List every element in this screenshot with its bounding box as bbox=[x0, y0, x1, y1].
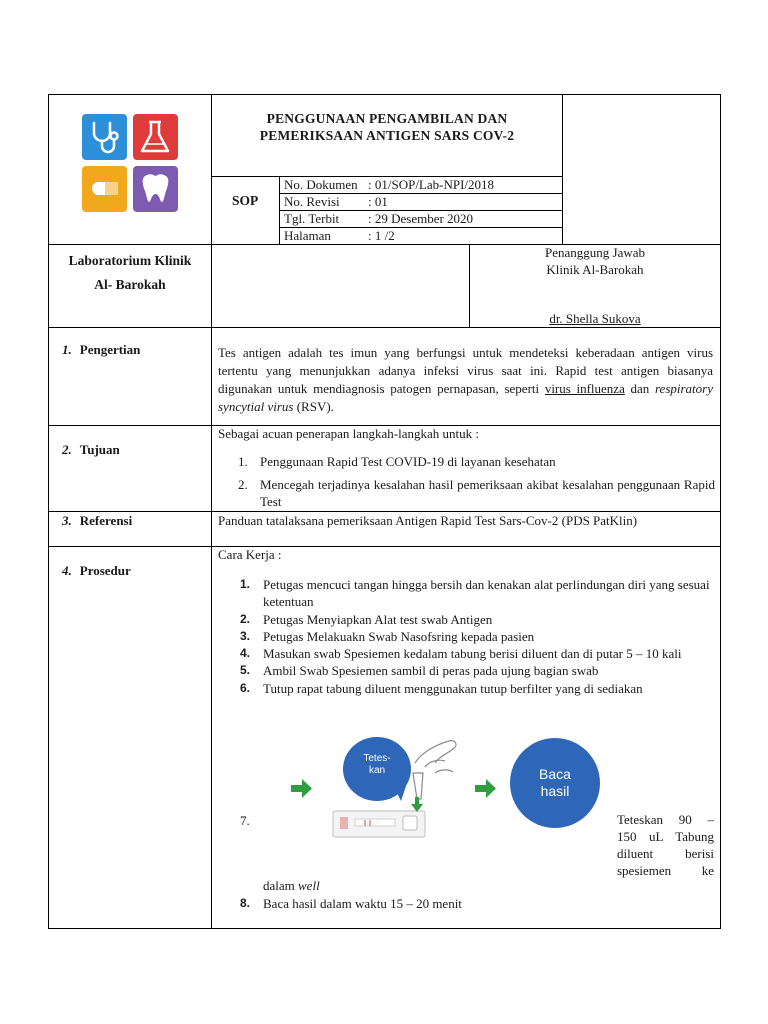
test-cassette-icon bbox=[333, 811, 425, 837]
section-label-prosedur: 4. Prosedur bbox=[62, 563, 131, 578]
dropper-hand-icon bbox=[413, 741, 456, 799]
drop-bubble bbox=[343, 737, 411, 801]
prosedur-intro: Cara Kerja : bbox=[218, 547, 282, 562]
referensi-text: Panduan tatalaksana pemeriksaan Antigen Rapid Test Sars-Cov-2 (PDS PatKlin) bbox=[218, 513, 638, 528]
arrow-right-icon bbox=[475, 779, 496, 798]
clinic-logo bbox=[82, 114, 178, 212]
sop-label: SOP bbox=[232, 193, 259, 208]
lab-name: Laboratorium Klinik Al- Barokah bbox=[68, 253, 192, 292]
section-label-referensi: 3. Referensi bbox=[62, 513, 133, 528]
responsible-signatory: dr. Shella Sukova bbox=[549, 311, 641, 326]
title-line-2: PEMERIKSAAN ANTIGEN SARS COV-2 bbox=[259, 128, 515, 143]
document-title bbox=[212, 110, 562, 144]
title-line-1: PENGGUNAAN PENGAMBILAN DAN bbox=[266, 111, 508, 126]
arrow-right-icon bbox=[291, 779, 312, 798]
step-7-note-line: 150 uL Tabung bbox=[617, 829, 714, 844]
step-7-note-line: diluent berisi bbox=[617, 846, 714, 861]
pill-icon bbox=[92, 182, 118, 195]
step-7-number: 7. bbox=[240, 813, 250, 828]
read-result-bubble bbox=[510, 738, 600, 828]
pengertian-text: Tes antigen adalah tes imun yang berfungsi untuk mendeteksi keberadaan antigen virus tertentu yang menunjukkan adanya infeksi virus saat ini. Rapid test antigen biasanya digunakan untuk mendiagnosis patogen pernapasan, seperti virus influenza dan respiratory syncytial virus (RSV). bbox=[218, 345, 714, 414]
read-result-label: Baca hasil bbox=[539, 766, 571, 799]
step-7-note-line: spesiemen ke bbox=[617, 863, 714, 878]
drop-bubble-label: Tetes- kan bbox=[363, 753, 391, 776]
section-label-pengertian: 1. Pengertian bbox=[62, 342, 141, 357]
responsible-title: Penanggung Jawab Klinik Al-Barokah bbox=[544, 245, 645, 277]
step-7-tail: dalam well bbox=[263, 878, 320, 893]
step-7-note-line: Teteskan 90 – bbox=[617, 812, 714, 827]
tujuan-intro: Sebagai acuan penerapan langkah-langkah untuk : bbox=[218, 426, 479, 441]
section-label-tujuan: 2. Tujuan bbox=[62, 442, 120, 457]
